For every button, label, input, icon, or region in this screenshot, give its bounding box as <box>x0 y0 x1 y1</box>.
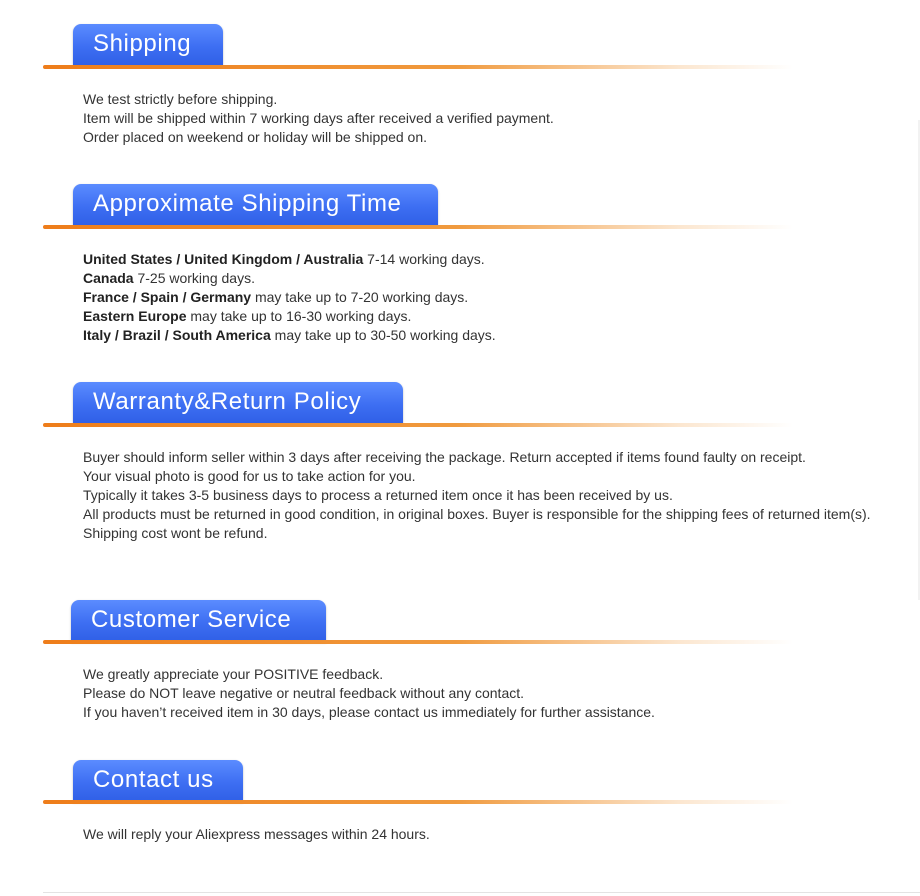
region-label: Italy / Brazil / South America <box>83 327 271 343</box>
warranty-divider <box>43 423 793 427</box>
shipping-time-row <box>83 307 883 326</box>
shipping-text <box>83 90 883 147</box>
region-detail: may take up to 16-30 working days. <box>186 308 412 324</box>
region-label: Eastern Europe <box>83 308 187 324</box>
shipping-time-heading: Approximate Shipping Time <box>93 190 402 217</box>
shipping-time-divider <box>43 225 793 229</box>
shipping-time-row <box>83 326 883 345</box>
region-label: France / Spain / Germany <box>83 289 252 305</box>
contact-text <box>83 825 883 844</box>
warranty-line: Your visual photo is good for us to take action for you. <box>83 468 416 484</box>
shipping-time-text <box>83 250 883 345</box>
contact-line: We will reply your Aliexpress messages within 24 hours. <box>83 826 430 842</box>
warranty-line: Buyer should inform seller within 3 days after receiving the package. Return accepted if items found faulty on receipt. <box>83 449 806 465</box>
customer-service-line: If you haven’t received item in 30 days, please contact us immediately for further assistance. <box>83 704 655 720</box>
shipping-heading-tab <box>73 24 223 66</box>
shipping-time-row <box>83 269 883 288</box>
region-detail: may take up to 7-20 working days. <box>251 289 469 305</box>
bottom-divider <box>43 892 920 893</box>
customer-service-heading-tab <box>71 600 326 642</box>
warranty-text <box>83 448 883 543</box>
shipping-line: Order placed on weekend or holiday will be shipped on. <box>83 129 427 145</box>
warranty-line: Typically it takes 3-5 business days to process a returned item once it has been received by us. <box>83 487 673 503</box>
shipping-line: We test strictly before shipping. <box>83 91 278 107</box>
customer-service-line: We greatly appreciate your POSITIVE feedback. <box>83 666 384 682</box>
customer-service-divider <box>43 640 793 644</box>
shipping-time-row <box>83 250 883 269</box>
region-detail: 7-25 working days. <box>133 270 255 286</box>
region-detail: 7-14 working days. <box>363 251 485 267</box>
shipping-time-row <box>83 288 883 307</box>
contact-divider <box>43 800 793 804</box>
shipping-divider <box>43 65 793 69</box>
shipping-line: Item will be shipped within 7 working days after received a verified payment. <box>83 110 554 126</box>
warranty-heading-tab <box>73 382 403 424</box>
region-detail: may take up to 30-50 working days. <box>270 327 496 343</box>
contact-heading: Contact us <box>93 766 214 793</box>
shipping-time-heading-tab <box>73 184 438 226</box>
region-label: Canada <box>83 270 134 286</box>
customer-service-line: Please do NOT leave negative or neutral feedback without any contact. <box>83 685 525 701</box>
customer-service-heading: Customer Service <box>91 606 292 633</box>
warranty-line: Shipping cost wont be refund. <box>83 525 268 541</box>
warranty-line: All products must be returned in good condition, in original boxes. Buyer is responsible for the shipping fees of returned item(s). <box>83 506 871 522</box>
contact-heading-tab <box>73 760 243 802</box>
warranty-heading: Warranty&Return Policy <box>93 388 362 415</box>
customer-service-text <box>83 665 883 722</box>
region-label: United States / United Kingdom / Australia <box>83 251 364 267</box>
shipping-heading: Shipping <box>93 30 192 57</box>
